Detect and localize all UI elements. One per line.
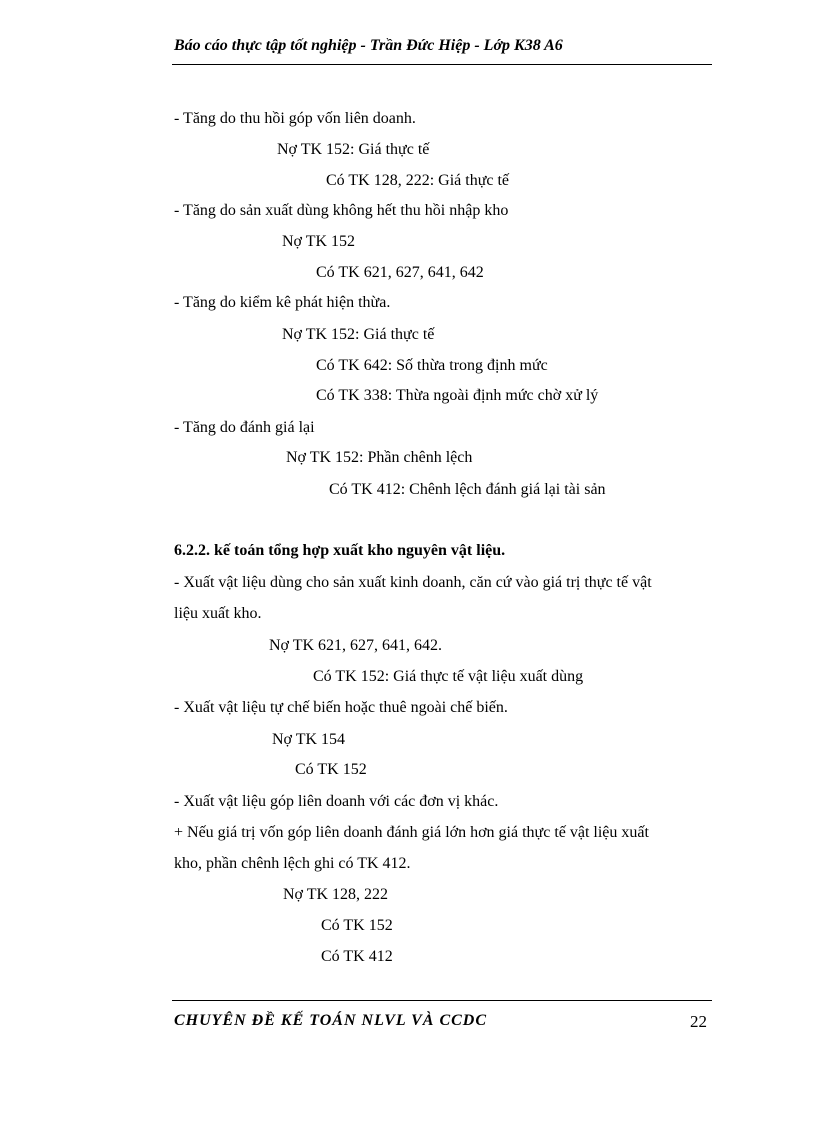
text-line: Có TK 152 bbox=[321, 917, 393, 934]
text-line: Nợ TK 152: Giá thực tế bbox=[277, 141, 430, 158]
text-line: Có TK 338: Thừa ngoài định mức chờ xử lý bbox=[316, 387, 599, 404]
text-line: - Xuất vật liệu tự chế biến hoặc thuê ngoài chế biến. bbox=[174, 699, 508, 716]
text-line: Có TK 152 bbox=[295, 761, 367, 778]
text-line: liệu xuất kho. bbox=[174, 605, 262, 622]
text-line: + Nếu giá trị vốn góp liên doanh đánh giá lớn hơn giá thực tế vật liệu xuất bbox=[174, 824, 649, 841]
footer-divider bbox=[172, 1000, 712, 1001]
text-line: - Tăng do đánh giá lại bbox=[174, 419, 315, 436]
text-line: Có TK 621, 627, 641, 642 bbox=[316, 264, 484, 281]
text-line: Nợ TK 621, 627, 641, 642. bbox=[269, 637, 443, 654]
section-heading: 6.2.2. kế toán tổng hợp xuất kho nguyên vật liệu. bbox=[174, 542, 506, 559]
text-line: - Xuất vật liệu góp liên doanh với các đơn vị khác. bbox=[174, 793, 499, 810]
text-line: Nợ TK 154 bbox=[272, 731, 346, 748]
text-line: kho, phần chênh lệch ghi có TK 412. bbox=[174, 855, 411, 872]
text-line: Nợ TK 128, 222 bbox=[283, 886, 389, 903]
text-line: Có TK 412 bbox=[321, 948, 393, 965]
text-line: - Tăng do kiểm kê phát hiện thừa. bbox=[174, 294, 391, 311]
text-line: Có TK 128, 222: Giá thực tế bbox=[326, 172, 510, 189]
text-line: - Tăng do thu hồi góp vốn liên doanh. bbox=[174, 110, 416, 127]
text-line: - Tăng do sản xuất dùng không hết thu hồi nhập kho bbox=[174, 202, 509, 219]
text-line: Nợ TK 152: Giá thực tế bbox=[282, 326, 435, 343]
text-line: Nợ TK 152: Phần chênh lệch bbox=[286, 449, 473, 466]
header-divider bbox=[172, 64, 712, 65]
text-line: Có TK 152: Giá thực tế vật liệu xuất dùng bbox=[313, 668, 584, 685]
footer-title: CHUYÊN ĐỀ KẾ TOÁN NLVL VÀ CCDC bbox=[174, 1012, 488, 1029]
text-line: Có TK 412: Chênh lệch đánh giá lại tài sản bbox=[329, 481, 606, 498]
page-header: Báo cáo thực tập tốt nghiệp - Trần Đức Hiệp - Lớp K38 A6 bbox=[174, 37, 563, 54]
text-line: Có TK 642: Số thừa trong định mức bbox=[316, 357, 548, 374]
page-number: 22 bbox=[690, 1012, 707, 1031]
text-line: - Xuất vật liệu dùng cho sản xuất kinh doanh, căn cứ vào giá trị thực tế vật bbox=[174, 574, 652, 591]
text-line: Nợ TK 152 bbox=[282, 233, 356, 250]
